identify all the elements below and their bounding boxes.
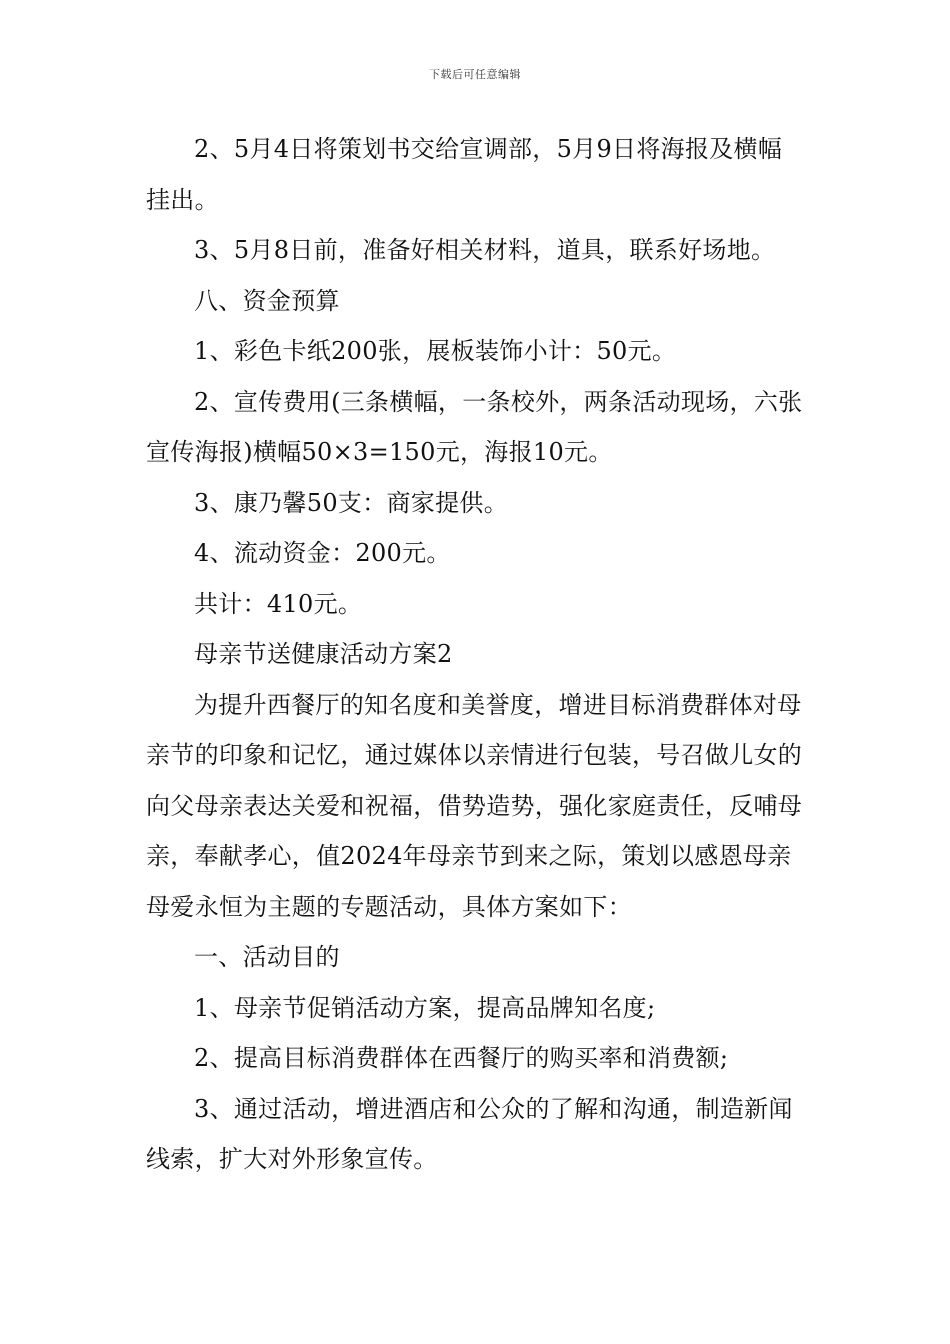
paragraph-budget-4: 4、流动资金：200元。 xyxy=(194,539,451,567)
paragraph-schedule-2: 2、5月4日将策划书交给宣调部，5月9日将海报及横幅挂出。 xyxy=(146,135,783,214)
paragraph-purpose-1: 1、母亲节促销活动方案，提高品牌知名度; xyxy=(194,993,656,1022)
paragraph-intro: 为提升西餐厅的知名度和美誉度，增进目标消费群体对母亲节的印象和记忆，通过媒体以亲情进行包装，号召做儿女的向父母亲表达关爱和祝福，借势造势，强化家庭责任，反哺母亲，奉献孝心，值2024年母亲节到来之际，策划以感恩母亲母爱永恒为主题的专题活动，具体方案如下： xyxy=(146,690,803,921)
document-body xyxy=(146,124,806,1185)
heading-budget: 八、资金预算 xyxy=(194,286,340,315)
paragraph-purpose-3: 3、通过活动，增进酒店和公众的了解和沟通，制造新闻线索，扩大对外形象宣传。 xyxy=(146,1094,793,1173)
paragraph-purpose-2: 2、提高目标消费群体在西餐厅的购买率和消费额; xyxy=(194,1044,729,1072)
paragraph-schedule-3: 3、5月8日前，准备好相关材料，道具，联系好场地。 xyxy=(194,236,776,264)
page-header: 下载后可任意编辑 xyxy=(429,68,521,81)
section-title-plan-2: 母亲节送健康活动方案2 xyxy=(194,640,453,668)
paragraph-budget-total: 共计：410元。 xyxy=(194,589,363,618)
paragraph-budget-1: 1、彩色卡纸200张，展板装饰小计：50元。 xyxy=(194,337,677,365)
paragraph-budget-3: 3、康乃馨50支：商家提供。 xyxy=(194,488,509,517)
paragraph-budget-2: 2、宣传费用(三条横幅，一条校外，两条活动现场，六张宣传海报)横幅50×3=150元，海报10元。 xyxy=(146,387,803,466)
heading-purpose: 一、活动目的 xyxy=(194,943,340,971)
